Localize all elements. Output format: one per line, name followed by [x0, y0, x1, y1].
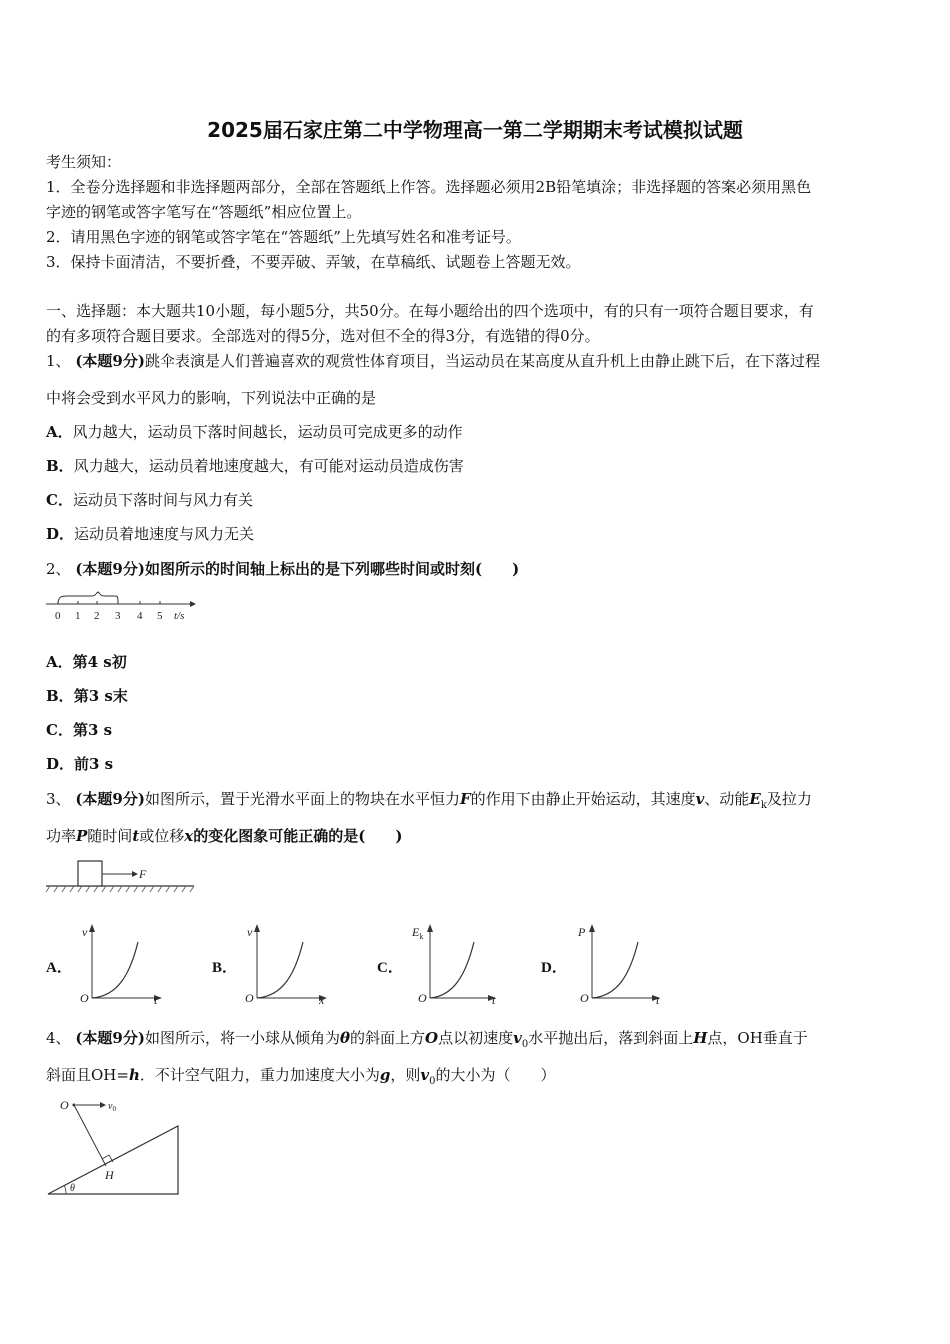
question-number: 3、 — [46, 790, 71, 808]
tick-label: 0 — [55, 610, 61, 622]
option-c — [46, 720, 112, 740]
notice-item: 字迹的钢笔或答字笔写在“答题纸”相应位置上。 — [46, 203, 362, 221]
block-on-surface-figure — [44, 856, 204, 896]
question-text: 点，OH垂直于 — [707, 1029, 808, 1047]
graph-c — [412, 922, 502, 1006]
tick-label: 5 — [157, 610, 163, 622]
tick-label: 3 — [115, 610, 121, 622]
var-theta: θ — [339, 1029, 350, 1047]
x-label: t — [656, 993, 660, 1007]
option-c — [46, 490, 253, 510]
var-f: F — [459, 790, 471, 808]
question-text: 的变化图象可能正确的是( ) — [193, 827, 403, 845]
y-label-sub: k — [419, 932, 424, 941]
option-text: 第4 s初 — [72, 653, 127, 671]
option-letter: A． — [46, 653, 73, 671]
question-text: 及拉力 — [766, 790, 812, 808]
section-instructions: 的有多项符合题目要求。全部选对的得5分，选对但不全的得3分，有选错的得0分。 — [46, 327, 600, 345]
question-text: 如图所示，将一小球从倾角为 — [144, 1029, 340, 1047]
question-text: 如图所示的时间轴上标出的是下列哪些时间或时刻( ) — [144, 560, 520, 578]
option-text: 运动员着地速度与风力无关 — [74, 525, 255, 543]
force-label: F — [139, 867, 147, 881]
axis-arrow — [190, 601, 196, 607]
var-v0: v — [420, 1066, 430, 1084]
tick-label: 4 — [137, 610, 143, 622]
var-g: g — [379, 1066, 391, 1084]
option-letter: D． — [46, 755, 75, 773]
question-3 — [46, 789, 812, 816]
question-text: 随时间 — [87, 827, 133, 845]
option-letter: B． — [46, 457, 74, 475]
label-o: O — [60, 1098, 69, 1112]
label-theta: θ — [70, 1183, 75, 1194]
var-v0-sub: 0 — [429, 1076, 436, 1087]
question-text: 斜面且OH= — [46, 1066, 129, 1084]
graph-a — [78, 922, 168, 1006]
y-arrow — [254, 924, 260, 932]
y-arrow — [427, 924, 433, 932]
option-letter: C． — [46, 491, 73, 509]
question-4 — [46, 1028, 808, 1055]
notice-item: 1．全卷分选择题和非选择题两部分，全部在答题纸上作答。选择题必须用2B铅笔填涂；非选择题的答案必须用黑色 — [46, 178, 812, 196]
question-text — [46, 1065, 556, 1092]
var-p: P — [76, 827, 88, 845]
option-text: 风力越大，运动员下落时间越长，运动员可完成更多的动作 — [72, 423, 463, 441]
var-h: h — [128, 1066, 140, 1084]
question-text: 跳伞表演是人们普遍喜欢的观赏性体育项目，当运动员在某高度从直升机上由静止跳下后，在下落过程 — [144, 352, 820, 370]
question-tag: (本题9分) — [75, 352, 145, 370]
angle-arc — [64, 1185, 66, 1194]
y-label-main: E — [412, 925, 420, 939]
label-v: v — [108, 1101, 113, 1112]
y-arrow — [89, 924, 95, 932]
question-number: 1、 — [46, 352, 71, 370]
interval-brace — [58, 592, 118, 604]
option-letter: B． — [46, 687, 74, 705]
curve — [257, 942, 303, 998]
force-arrowhead — [132, 871, 138, 877]
option-letter: C． — [46, 721, 73, 739]
var-x: x — [184, 827, 194, 845]
origin-label: O — [418, 991, 427, 1005]
question-text: 的大小为（ ） — [435, 1066, 556, 1084]
question-text — [46, 826, 402, 846]
question-text: 中将会受到水平风力的影响，下列说法中正确的是 — [46, 389, 377, 407]
var-v0-sub: 0 — [521, 1039, 529, 1050]
graph-c-letter: C． — [377, 960, 403, 976]
option-d — [46, 754, 113, 774]
y-label — [411, 925, 423, 941]
y-label: v — [82, 925, 88, 939]
x-label: x — [319, 993, 325, 1007]
option-a — [46, 422, 463, 442]
curve — [592, 942, 638, 998]
var-ek: E — [749, 790, 761, 808]
ground-hatch — [46, 886, 194, 892]
question-2 — [46, 559, 519, 579]
block — [78, 861, 102, 886]
notice-heading: 考生须知： — [46, 153, 122, 171]
y-label: P — [578, 925, 586, 939]
graph-b — [243, 922, 333, 1006]
question-text: 如图所示，置于光滑水平面上的物块在水平恒力 — [144, 790, 460, 808]
tick-label: 2 — [94, 610, 100, 622]
question-text: 或位移 — [139, 827, 185, 845]
velocity-arrowhead — [100, 1102, 106, 1108]
x-label: t — [154, 993, 158, 1007]
axis-unit: t/s — [174, 610, 185, 622]
y-label: v — [247, 925, 253, 939]
incline — [48, 1126, 178, 1194]
option-d — [46, 524, 254, 544]
option-letter: A． — [46, 423, 73, 441]
tick-label: 1 — [75, 610, 81, 622]
notice-item: 3．保持卡面清洁，不要折叠，不要弄破、弄皱，在草稿纸、试题卷上答题无效。 — [46, 253, 581, 271]
var-t: t — [132, 827, 140, 845]
origin-label: O — [245, 991, 254, 1005]
question-number: 4、 — [46, 1029, 71, 1047]
option-text: 前3 s — [74, 755, 114, 773]
question-text: 的斜面上方 — [350, 1029, 426, 1047]
curve — [92, 942, 138, 998]
question-number: 2、 — [46, 560, 71, 578]
graph-d-letter: D． — [541, 960, 567, 976]
page-title: 2025届石家庄第二中学物理高一第二学期期末考试模拟试题 — [207, 118, 743, 142]
question-text: 、动能 — [704, 790, 750, 808]
graph-a-letter: A． — [46, 960, 72, 976]
option-letter: D． — [46, 525, 75, 543]
option-text: 运动员下落时间与风力有关 — [72, 491, 253, 509]
var-o: O — [425, 1029, 439, 1047]
question-text: 水平抛出后，落到斜面上 — [528, 1029, 694, 1047]
time-axis-figure — [44, 590, 204, 626]
option-b — [46, 686, 128, 706]
option-b — [46, 456, 464, 476]
section-instructions: 一、选择题：本大题共10小题，每小题5分，共50分。在每小题给出的四个选项中，有的只有一项符合题目要求，有 — [46, 302, 814, 320]
var-v0: v — [513, 1029, 522, 1047]
question-tag: (本题9分) — [75, 1029, 145, 1047]
oh-segment — [74, 1105, 106, 1166]
option-text: 第3 s — [72, 721, 113, 739]
option-a — [46, 652, 127, 672]
y-arrow — [589, 924, 595, 932]
question-text: 点以初速度 — [438, 1029, 514, 1047]
question-text: ，则 — [390, 1066, 421, 1084]
origin-label: O — [80, 991, 89, 1005]
origin-label: O — [580, 991, 589, 1005]
graph-d — [576, 922, 666, 1006]
var-v: v — [695, 790, 705, 808]
option-text: 第3 s末 — [73, 687, 128, 705]
question-tag: (本题9分) — [75, 560, 145, 578]
option-text: 风力越大，运动员着地速度越大，有可能对运动员造成伤害 — [73, 457, 464, 475]
curve — [430, 942, 474, 998]
question-tag: (本题9分) — [75, 790, 145, 808]
question-text: ．不计空气阻力，重力加速度大小为 — [139, 1066, 380, 1084]
label-h: H — [105, 1168, 114, 1182]
label-v-sub: 0 — [112, 1105, 116, 1113]
incline-figure — [44, 1094, 184, 1198]
question-1 — [46, 351, 820, 371]
label-v0 — [108, 1101, 116, 1113]
question-text: 的作用下由静止开始运动，其速度 — [470, 790, 696, 808]
question-text: 功率 — [46, 827, 77, 845]
var-ek-sub: k — [760, 800, 767, 811]
notice-item: 2．请用黑色字迹的钢笔或答字笔在“答题纸”上先填写姓名和准考证号。 — [46, 228, 521, 246]
x-label: t — [492, 993, 496, 1007]
var-h-point: H — [693, 1029, 708, 1047]
graph-b-letter: B． — [212, 960, 238, 976]
